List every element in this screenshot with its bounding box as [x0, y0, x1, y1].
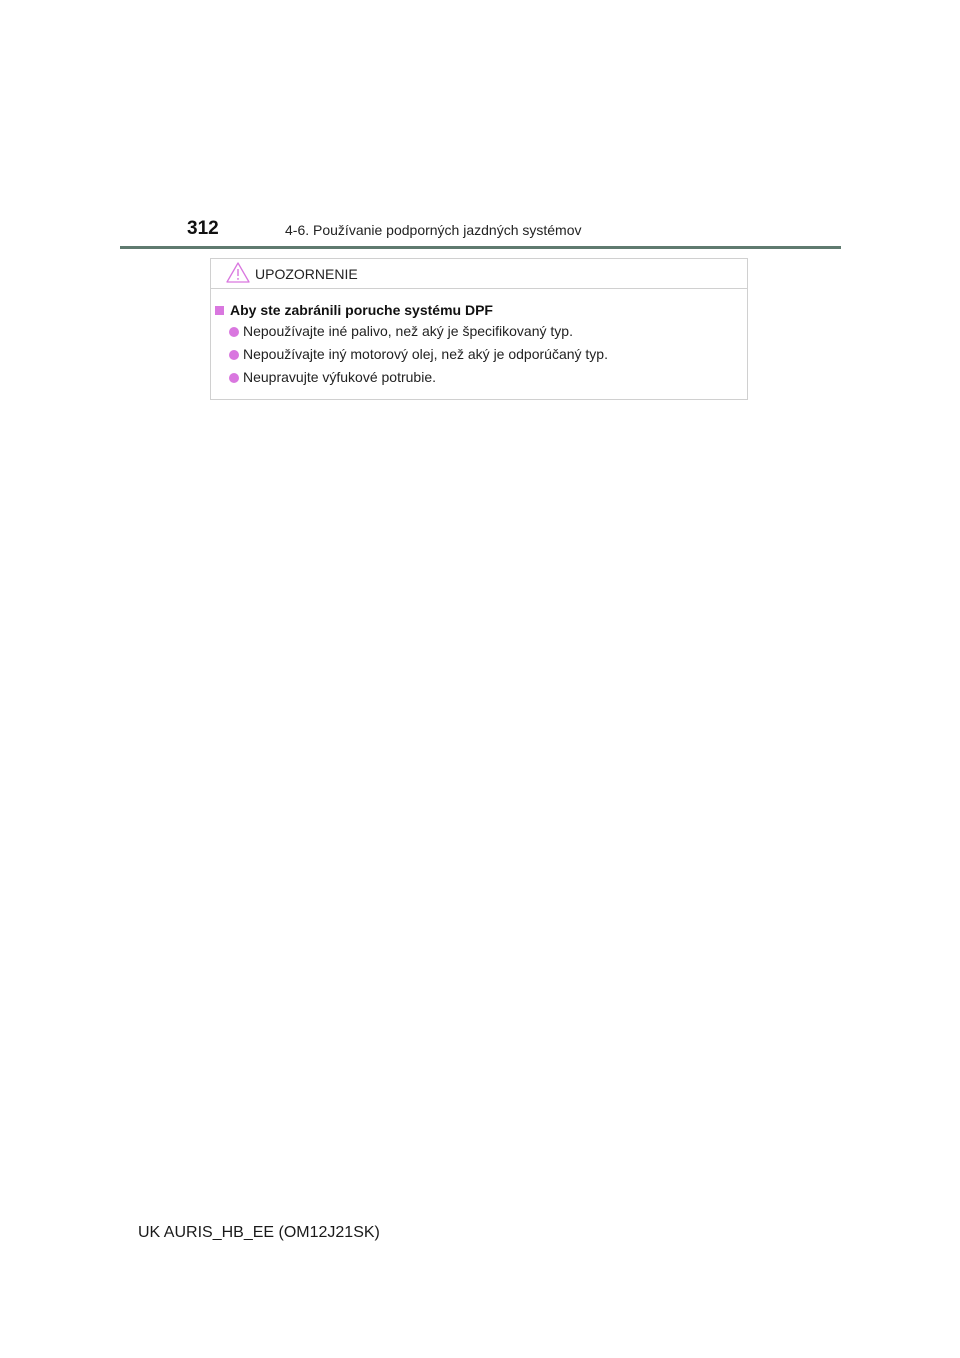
list-item — [229, 346, 608, 362]
footer-document-code: UK AURIS_HB_EE (OM12J21SK) — [138, 1224, 380, 1241]
list-item — [229, 323, 573, 339]
caution-header — [211, 259, 747, 289]
page-number: 312 — [187, 218, 219, 239]
round-bullet-icon — [229, 373, 239, 383]
list-item — [229, 369, 436, 385]
list-item-text: Neupravujte výfukové potrubie. — [243, 369, 436, 385]
round-bullet-icon — [229, 327, 239, 337]
caution-label: UPOZORNENIE — [255, 266, 358, 282]
list-item-text: Nepoužívajte iný motorový olej, než aký je odporúčaný typ. — [243, 346, 608, 362]
section-title: 4-6. Používanie podporných jazdných systémov — [285, 222, 582, 238]
caution-subheading — [215, 302, 493, 318]
round-bullet-icon — [229, 350, 239, 360]
warning-triangle-icon — [225, 261, 251, 284]
square-bullet-icon — [215, 306, 224, 315]
list-item-text: Nepoužívajte iné palivo, než aký je špecifikovaný typ. — [243, 323, 573, 339]
page-header — [120, 216, 841, 249]
caution-box — [210, 258, 748, 400]
caution-subheading-text: Aby ste zabránili poruche systému DPF — [230, 302, 493, 318]
